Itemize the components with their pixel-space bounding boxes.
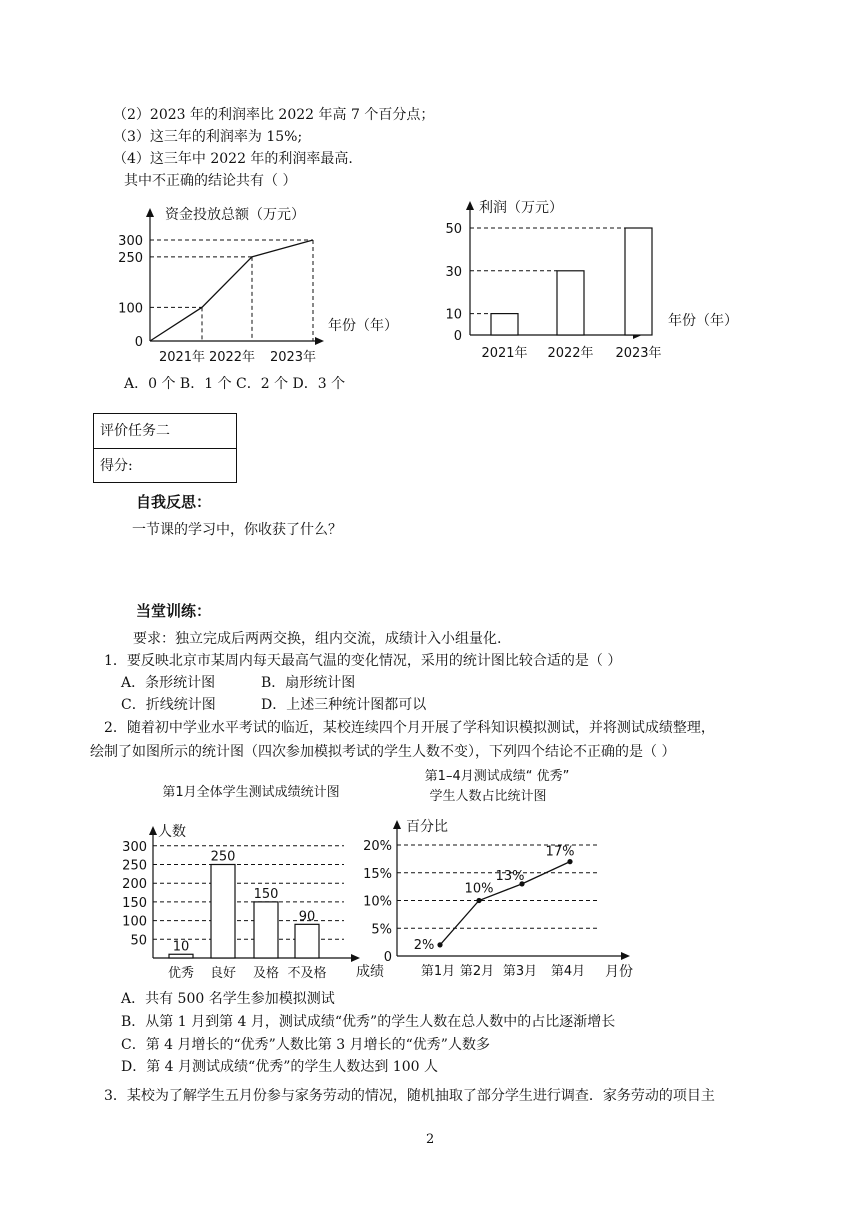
data-label: 2% — [413, 937, 435, 953]
y-tick-label: 250 — [118, 250, 143, 266]
x-tick-label: 2022年 — [547, 346, 594, 361]
x-axis-title: 年份（年） — [668, 313, 738, 329]
x-tick-label: 2023年 — [615, 346, 662, 361]
data-point — [567, 859, 572, 864]
y-tick-label: 300 — [122, 839, 147, 855]
y-tick-label: 300 — [118, 234, 143, 249]
x-tick-label: 第1月 — [420, 964, 456, 979]
y-tick-label: 10 — [445, 307, 462, 323]
x-tick-label: 2021年 — [481, 346, 528, 361]
bar-value-label: 150 — [253, 886, 279, 902]
reflection-text: 一节课的学习中，你收获了什么？ — [132, 522, 342, 538]
reflection-title: 自我反思： — [136, 493, 212, 511]
score-label: 得分: — [94, 448, 236, 482]
bar-value-label: 90 — [298, 909, 316, 925]
x-tick-label: 良好 — [209, 966, 237, 981]
x-tick-label: 第2月 — [459, 964, 495, 979]
data-label: 17% — [545, 844, 575, 860]
q1-option-b: B．扇形统计图 — [261, 675, 356, 691]
q3-stem: 3．某校为了解学生五月份参与家务劳动的情况，随机抽取了部分学生进行调查．家务劳动的项目主 — [104, 1088, 715, 1104]
y-tick-label: 15% — [363, 866, 392, 882]
practice-title: 当堂训练： — [136, 602, 212, 620]
y-tick-label: 100 — [122, 914, 147, 930]
data-label: 13% — [495, 868, 525, 884]
practice-requirement: 要求：独立完成后两两交换，组内交流，成绩计入小组量化. — [133, 631, 502, 647]
x-axis-title: 月份 — [605, 964, 633, 980]
bar-value-label: 250 — [210, 849, 236, 865]
x-tick-label: 2021年 — [158, 350, 206, 365]
q2-option-d: D．第 4 月测试成绩“优秀”的学生人数达到 100 人 — [121, 1059, 438, 1075]
y-tick-label: 100 — [118, 301, 143, 317]
question-prompt: 其中不正确的结论共有（ ） — [124, 173, 297, 189]
x-tick-label: 不及格 — [287, 966, 327, 981]
y-tick-label: 200 — [122, 877, 147, 893]
y-tick-label: 250 — [122, 858, 147, 874]
origin-label: 0 — [134, 335, 143, 350]
evaluation-task-label: 评价任务二 — [100, 423, 170, 439]
data-point — [437, 942, 442, 947]
x-tick-label: 2022年 — [208, 350, 256, 365]
y-tick-label: 5% — [371, 922, 392, 938]
q2-option-a: A．共有 500 名学生参加模拟测试 — [121, 991, 335, 1007]
x-axis-title: 年份（年） — [328, 318, 398, 334]
page-number: 2 — [426, 1132, 435, 1147]
y-axis-title: 利润（万元） — [479, 200, 563, 216]
q1-option-c: C．折线统计图 — [121, 697, 216, 713]
q1-stem: 1．要反映北京市某周内每天最高气温的变化情况，采用的统计图比较合适的是（ ） — [104, 653, 622, 669]
statement-2: （2）2023 年的利润率比 2022 年高 7 个百分点； — [113, 107, 435, 123]
q2-option-b: B．从第 1 月到第 4 月，测试成绩“优秀”的学生人数在总人数中的占比逐渐增长 — [121, 1014, 616, 1030]
x-axis-arrow — [621, 952, 630, 960]
x-axis-title: 成绩 — [356, 964, 384, 980]
y-axis-title: 人数 — [158, 824, 186, 840]
statement-3: （3）这三年的利润率为 15%; — [113, 129, 303, 145]
y-tick-label: 150 — [122, 895, 147, 911]
y-tick-label: 50 — [130, 933, 147, 949]
x-tick-label: 第4月 — [550, 964, 586, 979]
q2-option-c: C．第 4 月增长的“优秀”人数比第 3 月增长的“优秀”人数多 — [121, 1037, 490, 1053]
chart-title-line2: 学生人数占比统计图 — [429, 789, 547, 804]
y-axis-arrow — [393, 820, 401, 829]
x-tick-label: 第3月 — [502, 964, 538, 979]
y-tick-label: 0 — [453, 329, 462, 344]
q1-option-d: D．上述三种统计图都可以 — [261, 697, 427, 713]
q2-stem-line1: 2．随着初中学业水平考试的临近，某校连续四个月开展了学科知识模拟测试，并将测试成绩整理， — [104, 720, 715, 736]
q1-option-a: A．条形统计图 — [121, 675, 216, 691]
data-label: 10% — [464, 881, 494, 897]
bar-value-label: 10 — [172, 939, 190, 955]
y-tick-label: 30 — [445, 264, 462, 280]
chart-title: 第1月全体学生测试成绩统计图 — [162, 785, 340, 800]
data-point — [476, 898, 481, 903]
y-tick-label: 20% — [363, 839, 392, 854]
y-axis-title: 资金投放总额（万元） — [165, 207, 305, 223]
y-axis-title: 百分比 — [406, 819, 448, 835]
statement-4: （4）这三年中 2022 年的利润率最高. — [113, 151, 353, 167]
chart-title-line1: 第1–4月测试成绩“ 优秀” — [424, 769, 570, 784]
x-tick-label: 及格 — [252, 966, 280, 981]
q2-stem-line2: 绘制了如图所示的统计图（四次参加模拟考试的学生人数不变），下列四个结论不正确的是（ ） — [90, 744, 676, 760]
x-tick-label: 优秀 — [167, 966, 195, 981]
y-tick-label: 10% — [363, 894, 392, 910]
answer-options: A．0 个 B．1 个 C．2 个 D．3 个 — [124, 376, 346, 392]
x-tick-label: 2023年 — [269, 350, 317, 365]
y-tick-label: 0 — [383, 950, 392, 965]
y-tick-label: 50 — [445, 222, 462, 237]
